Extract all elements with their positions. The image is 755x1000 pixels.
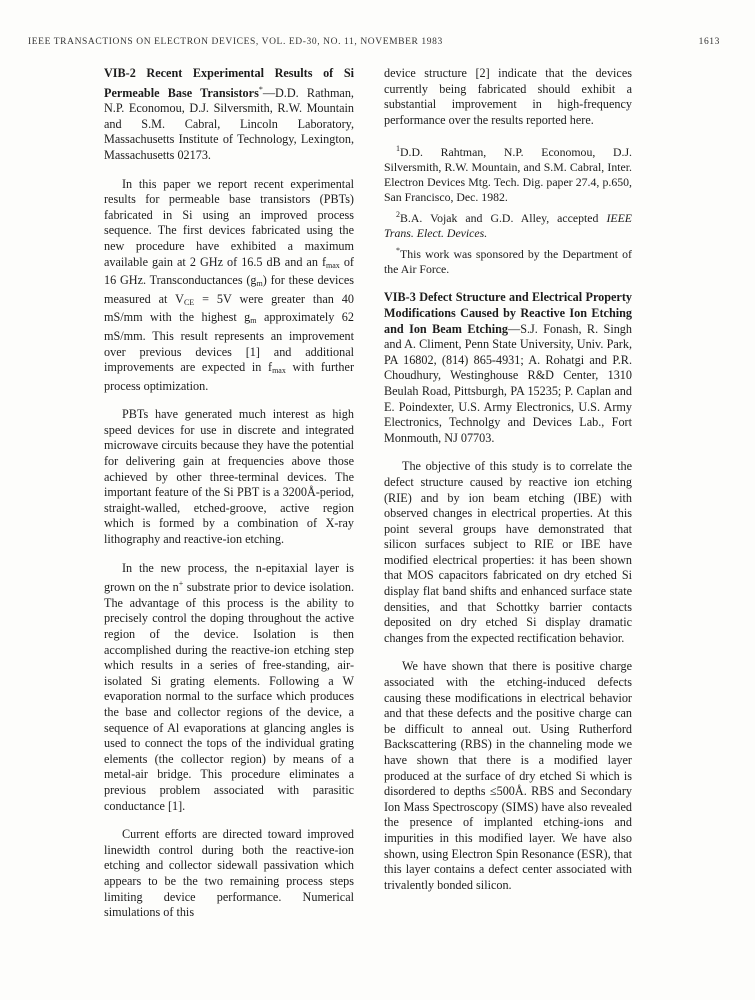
page-number: 1613 xyxy=(698,37,720,47)
reference-2: $^2$B.A. Vojak and G.D. Alley, accepted IEEE Trans. Elect. Devices. xyxy=(384,210,632,241)
article1-title-mark: * xyxy=(258,84,263,94)
right-column xyxy=(384,66,632,906)
article1-paragraph-3: In the new process, the n-epitaxial layer is grown on the n+ substrate prior to device isolation. The advantage of this process is the ability to precisely control the doping throughout the active region of the device. Isolation is then accomplished during the reactive-ion etching step which results in a series of free-standing, air-isolated Si grating elements. Following a W evaporation normal to the surface which produces the base and collector regions of the device, a sequence of Al evaporations at glancing angles is used to connect the tops of the individual grating elements (the collector region) by means of a metal-air bridge. This procedure eliminates a previous problem associated with parasitic conductance [1]. xyxy=(104,560,355,813)
article1-paragraph-4-continued: device structure [2] indicate that the devices currently being fabricated should exhibit a substantial improvement in high-frequency performance over the results reported here. xyxy=(384,66,632,127)
journal-header: IEEE TRANSACTIONS ON ELECTRON DEVICES, VOL. ED-30, NO. 11, NOVEMBER 1983 xyxy=(28,37,443,47)
running-header xyxy=(28,37,720,47)
article2-heading xyxy=(384,290,632,446)
sponsor-note: *This work was sponsored by the Department of the Air Force. xyxy=(384,246,632,277)
article1-paragraph-4: Current efforts are directed toward improved linewidth control during both the reactive-ion etching and collector sidewall passivation which appears to be the two remaining process steps limiting device performance. Numerical simulations of this xyxy=(104,827,354,920)
article2-authors: —S.J. Fonash, R. Singh and A. Climent, Penn State University, Univ. Park, PA 16802, (814) 865-4931; A. Rohatgi and P.R. Choudhury, Westinghouse R&D Center, 1310 Beulah Road, Pittsburgh, PA 15235; P. Caplan and E. Poindexter, U.S. Army Electronics, U.S. Army Electronics, Technolgy and Devices Lab., Fort Monmouth, NJ 07703. xyxy=(384,321,632,445)
article1-heading xyxy=(104,66,354,164)
left-column xyxy=(104,66,354,934)
article1-authors: —D.D. Rathman, N.P. Economou, D.J. Silversmith, R.W. Mountain and S.M. Cabral, Lincoln Laboratory, Massachusetts Institute of Technology, Lexington, Massachusetts 02173. xyxy=(104,85,354,162)
article1-title: VIB-2 Recent Experimental Results of Si Permeable Base Transistors xyxy=(104,66,354,100)
reference-1: $^1$D.D. Rahtman, N.P. Economou, D.J. Silversmith, R.W. Mountain, and S.M. Cabral, Inter. Electron Devices Mtg. Tech. Dig. paper 27.4, p.650, San Francisco, Dec. 1982. xyxy=(384,144,632,205)
article2-title: VIB-3 Defect Structure and Electrical Property Modifications Caused by Reactive Ion Etching and Ion Beam Etching xyxy=(384,290,632,336)
article1-paragraph-2: PBTs have generated much interest as high speed devices for use in discrete and integrated microwave circuits because they have the potential for delivering gain at frequencies above those achieved by other three-terminal devices. The important feature of the Si PBT is a 3200Å-period, straight-walled, etched-groove, active region which is formed by a combination of X-ray lithography and reactive-ion etching. xyxy=(104,407,354,547)
article2-paragraph-2: We have shown that there is positive charge associated with the etching-induced defects causing these modifications in electrical behavior and that these defects and the positive charge can be difficult to anneal out. Using Rutherford Backscattering (RBS) in the channeling mode we have shown that there is a modified layer produced at the surface of dry etched Si which is disordered to depths ≤500Å. RBS and Secondary Ion Mass Spectroscopy (SIMS) have also revealed the presence of implanted etching-ions and impurities in this modified layer. We have also shown, using Electron Spin Resonance (ESR), that this layer contains a defect center associated with trivalently bonded silicon. xyxy=(384,659,632,892)
article1-paragraph-1: In this paper we report recent experimental results for permeable base transistors (PBTs) fabricated in Si using an improved process sequence. The first devices fabricated using the new procedure have exhibited a maximum available gain at 2 GHz of 16.5 dB and an $f_{max}$ of 16 GHz. Transconductances $(g_m)$ for these devices measured at $V_{CE} = 5V$ were greater than 40 mS/mm with the highest $g_m$ approximately 62 mS/mm. This result represents an improvement over previous devices [1] and additional improvements are expected in $f_{max}$ with further process optimization. xyxy=(104,176,354,393)
article2-paragraph-1: The objective of this study is to correlate the defect structure caused by reactive ion etching (RIE) and by ion beam etching (IBE) with observed changes in electrical properties. At this point several groups have demonstrated that silicon surfaces subject to RIE or IBE have modified electrical properties: it has been shown that MOS capacitors fabricated on dry etched Si display flat band shifts and enhanced surface state densities, and that Schottky barrier contacts deposited on dry etched Si display dramatic changes from the expected rectification behavior. xyxy=(384,459,632,645)
